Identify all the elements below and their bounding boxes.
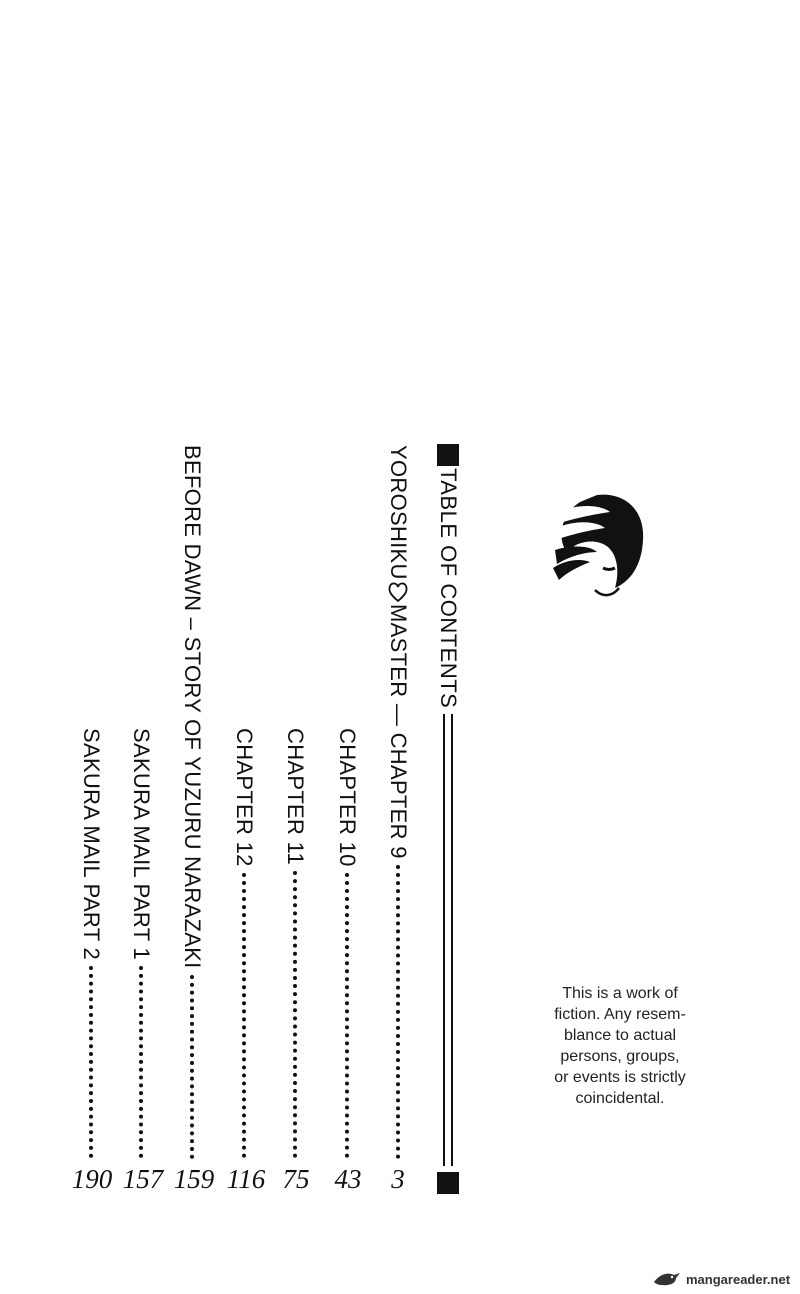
leader-dots <box>345 873 349 1158</box>
leader-dots <box>293 871 297 1158</box>
toc-header <box>437 444 459 1194</box>
page-number: 43 <box>334 1164 362 1194</box>
square-marker-bottom <box>437 1172 459 1194</box>
page-number: 116 <box>226 1164 266 1194</box>
disclaimer-line: coincidental. <box>575 1090 665 1107</box>
toc-title: TABLE OF CONTENTS <box>436 468 461 709</box>
series-title-part1: YOROSHIKU <box>386 445 411 580</box>
entry-label: CHAPTER 12 <box>232 728 257 867</box>
disclaimer <box>530 983 710 1109</box>
toc-row <box>284 728 306 1164</box>
leader-dots <box>190 975 194 1159</box>
disclaimer-line: fiction. Any resem- <box>554 1006 686 1023</box>
series-title-part2: MASTER — CHAPTER 9 <box>386 603 411 859</box>
disclaimer-line: blance to actual <box>563 1027 677 1044</box>
heart-icon <box>387 580 409 604</box>
toc-row-series <box>387 445 409 1165</box>
disclaimer-line: This is a work of <box>562 985 678 1002</box>
square-marker-top <box>437 444 459 466</box>
toc-row <box>181 445 203 1165</box>
page-number: 75 <box>282 1164 310 1194</box>
entry-label: SAKURA MAIL PART 2 <box>79 728 104 961</box>
toc-row <box>233 728 255 1164</box>
swirl-face-icon <box>545 490 650 605</box>
entry-label: CHAPTER 10 <box>335 728 360 867</box>
toc-row <box>80 728 102 1164</box>
watermark <box>652 1270 790 1288</box>
disclaimer-line: persons, groups, <box>560 1048 680 1065</box>
page-number: 190 <box>71 1164 113 1194</box>
disclaimer-line: or events is strictly <box>554 1069 686 1086</box>
leader-dots <box>396 865 400 1159</box>
leader-dots <box>139 966 143 1158</box>
entry-label: CHAPTER 11 <box>283 728 308 866</box>
toc-row <box>130 728 152 1164</box>
bird-logo-icon <box>652 1270 682 1288</box>
toc-row <box>336 728 358 1164</box>
double-rule <box>443 714 453 1166</box>
watermark-text: mangareader.net <box>686 1271 791 1287</box>
page-number: 159 <box>173 1164 215 1194</box>
entry-label: BEFORE DAWN – STORY OF YUZURU NARAZAKI <box>180 445 205 969</box>
page-number: 157 <box>122 1164 164 1194</box>
leader-dots <box>89 966 93 1158</box>
entry-label: SAKURA MAIL PART 1 <box>129 728 154 961</box>
leader-dots <box>242 873 246 1158</box>
page-number: 3 <box>391 1164 405 1194</box>
